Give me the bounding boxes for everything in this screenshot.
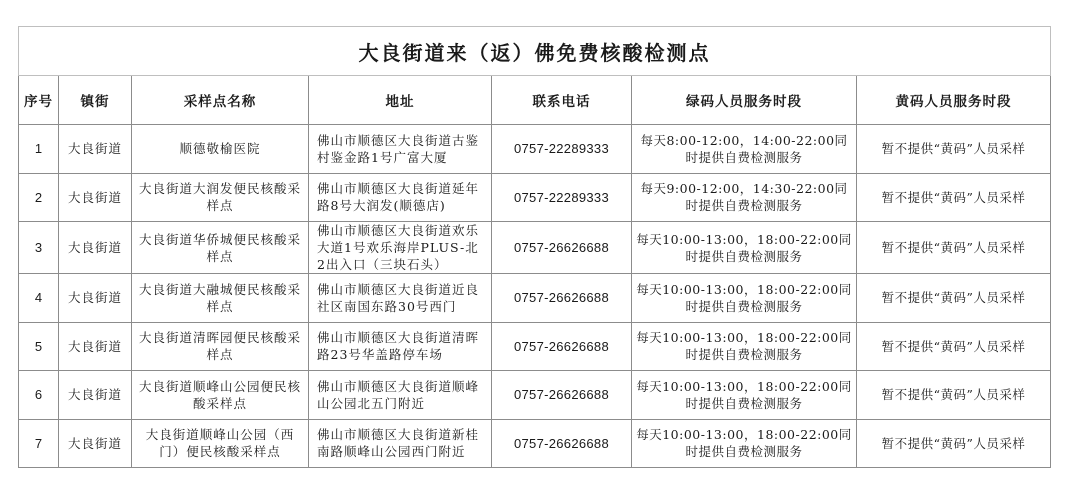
row-green-code-hours: 每天10:00-13:00，18:00-22:00同时提供自费检测服务 xyxy=(632,322,857,371)
row-phone: 0757-26626688 xyxy=(492,322,632,371)
row-phone: 0757-26626688 xyxy=(492,222,632,274)
row-phone: 0757-22289333 xyxy=(492,173,632,222)
row-phone: 0757-22289333 xyxy=(492,125,632,174)
row-address: 佛山市顺德区大良街道欢乐大道1号欢乐海岸PLUS-北2出入口（三块石头） xyxy=(309,222,492,274)
row-phone: 0757-26626688 xyxy=(492,274,632,323)
testing-sites-table xyxy=(18,26,1051,468)
table-row xyxy=(19,322,1051,371)
table-row xyxy=(19,274,1051,323)
header-row xyxy=(19,76,1051,125)
row-green-code-hours: 每天9:00-12:00，14:30-22:00同时提供自费检测服务 xyxy=(632,173,857,222)
row-yellow-code-hours: 暂不提供“黄码”人员采样 xyxy=(857,222,1051,274)
row-yellow-code-hours: 暂不提供“黄码”人员采样 xyxy=(857,125,1051,174)
table-row xyxy=(19,125,1051,174)
row-site-name: 大良街道大润发便民核酸采样点 xyxy=(132,173,309,222)
row-town: 大良街道 xyxy=(59,371,132,420)
row-yellow-code-hours: 暂不提供“黄码”人员采样 xyxy=(857,419,1051,468)
row-site-name: 大良街道华侨城便民核酸采样点 xyxy=(132,222,309,274)
row-green-code-hours: 每天10:00-13:00，18:00-22:00同时提供自费检测服务 xyxy=(632,274,857,323)
table-row xyxy=(19,371,1051,420)
table-row xyxy=(19,173,1051,222)
row-phone: 0757-26626688 xyxy=(492,419,632,468)
table-row xyxy=(19,222,1051,274)
table-row xyxy=(19,419,1051,468)
row-index: 3 xyxy=(19,222,59,274)
row-index: 7 xyxy=(19,419,59,468)
row-green-code-hours: 每天10:00-13:00，18:00-22:00同时提供自费检测服务 xyxy=(632,371,857,420)
row-yellow-code-hours: 暂不提供“黄码”人员采样 xyxy=(857,173,1051,222)
title-row xyxy=(19,27,1051,76)
row-index: 5 xyxy=(19,322,59,371)
row-town: 大良街道 xyxy=(59,419,132,468)
header-green-code-hours: 绿码人员服务时段 xyxy=(632,76,857,125)
row-site-name: 顺德敬榆医院 xyxy=(132,125,309,174)
row-site-name: 大良街道顺峰山公园（西门）便民核酸采样点 xyxy=(132,419,309,468)
row-address: 佛山市顺德区大良街道延年路8号大润发(顺德店) xyxy=(309,173,492,222)
row-index: 1 xyxy=(19,125,59,174)
row-town: 大良街道 xyxy=(59,222,132,274)
table-title: 大良街道来（返）佛免费核酸检测点 xyxy=(19,27,1051,76)
row-site-name: 大良街道顺峰山公园便民核酸采样点 xyxy=(132,371,309,420)
row-green-code-hours: 每天8:00-12:00，14:00-22:00同时提供自费检测服务 xyxy=(632,125,857,174)
row-index: 2 xyxy=(19,173,59,222)
row-address: 佛山市顺德区大良街道古鉴村鉴金路1号广富大厦 xyxy=(309,125,492,174)
row-town: 大良街道 xyxy=(59,274,132,323)
header-phone: 联系电话 xyxy=(492,76,632,125)
header-index: 序号 xyxy=(19,76,59,125)
row-address: 佛山市顺德区大良街道新桂南路顺峰山公园西门附近 xyxy=(309,419,492,468)
header-town: 镇街 xyxy=(59,76,132,125)
row-town: 大良街道 xyxy=(59,173,132,222)
row-address: 佛山市顺德区大良街道清晖路23号华盖路停车场 xyxy=(309,322,492,371)
row-green-code-hours: 每天10:00-13:00，18:00-22:00同时提供自费检测服务 xyxy=(632,419,857,468)
row-yellow-code-hours: 暂不提供“黄码”人员采样 xyxy=(857,274,1051,323)
row-site-name: 大良街道大融城便民核酸采样点 xyxy=(132,274,309,323)
row-address: 佛山市顺德区大良街道近良社区南国东路30号西门 xyxy=(309,274,492,323)
header-yellow-code-hours: 黄码人员服务时段 xyxy=(857,76,1051,125)
header-address: 地址 xyxy=(309,76,492,125)
row-address: 佛山市顺德区大良街道顺峰山公园北五门附近 xyxy=(309,371,492,420)
row-index: 4 xyxy=(19,274,59,323)
row-site-name: 大良街道清晖园便民核酸采样点 xyxy=(132,322,309,371)
row-town: 大良街道 xyxy=(59,322,132,371)
row-town: 大良街道 xyxy=(59,125,132,174)
header-site-name: 采样点名称 xyxy=(132,76,309,125)
row-phone: 0757-26626688 xyxy=(492,371,632,420)
row-index: 6 xyxy=(19,371,59,420)
row-yellow-code-hours: 暂不提供“黄码”人员采样 xyxy=(857,322,1051,371)
row-yellow-code-hours: 暂不提供“黄码”人员采样 xyxy=(857,371,1051,420)
row-green-code-hours: 每天10:00-13:00，18:00-22:00同时提供自费检测服务 xyxy=(632,222,857,274)
